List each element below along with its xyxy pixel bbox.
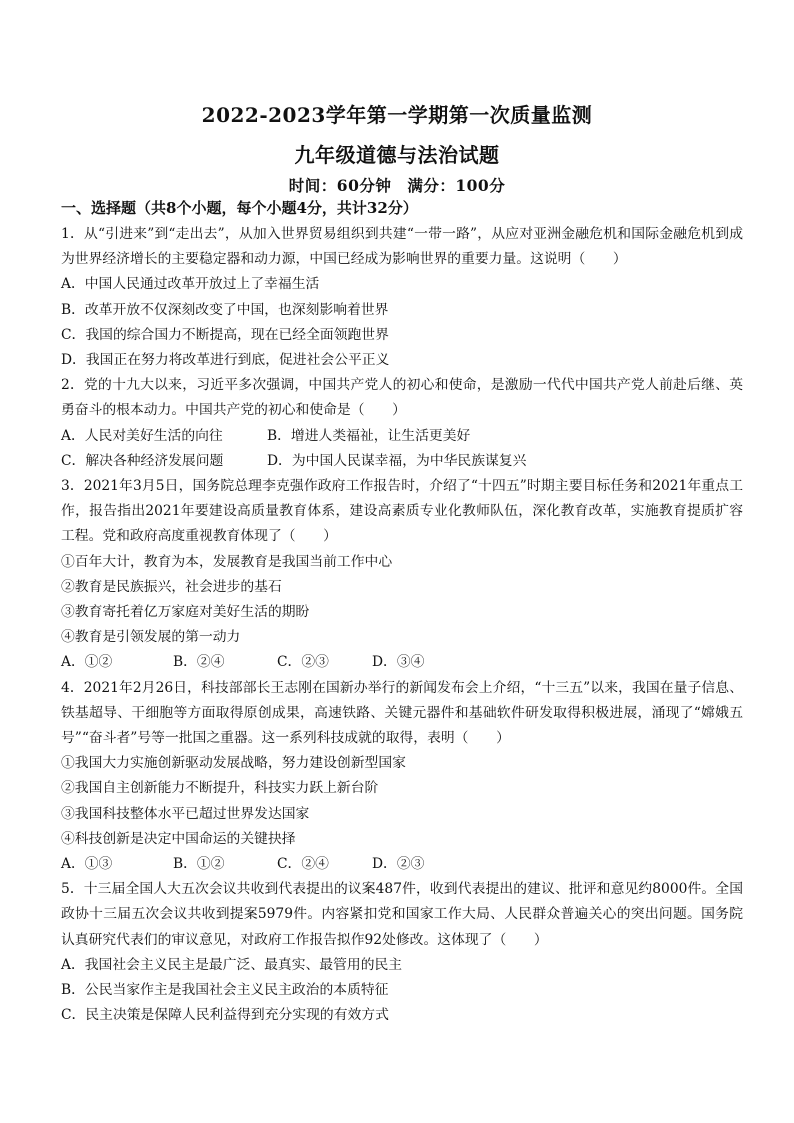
question-5-option-c: C．民主决策是保障人民利益得到充分实现的有效方式: [61, 1007, 389, 1024]
question-2-option-d: D．为中国人民谋幸福，为中华民族谋复兴: [267, 452, 527, 469]
exam-title: 2022-2023学年第一学期第一次质量监测: [201, 103, 593, 127]
question-1-option-c: C．我国的综合国力不断提高，现在已经全面领跑世界: [61, 326, 389, 343]
question-3-statement-4: ④教育是引领发展的第一动力: [61, 629, 241, 646]
question-2-option-b: B．增进人类福祉，让生活更美好: [267, 427, 471, 444]
question-2-options-row-2: [61, 449, 743, 474]
question-4-statement-3: ③我国科技整体水平已超过世界发达国家: [61, 805, 310, 822]
question-4-option-d: D．②③: [372, 856, 425, 873]
question-2: [61, 373, 743, 474]
question-4-statement-1: ①我国大力实施创新驱动发展战略，努力建设创新型国家: [61, 755, 406, 772]
question-4-option-a: A．①③: [61, 856, 113, 873]
question-3-option-b: B．②④: [173, 654, 225, 671]
exam-content: [61, 197, 743, 1029]
question-1-option-b: B．改革开放不仅深刻改变了中国，也深刻影响着世界: [61, 301, 389, 318]
question-3-statement-2: ②教育是民族振兴，社会进步的基石: [61, 578, 282, 595]
exam-subject-title: 九年级道德与法治试题: [294, 143, 500, 167]
exam-time-score: 时间：60分钟 满分：100分: [288, 176, 506, 195]
question-4-statement-2: ②我国自主创新能力不断提升，科技实力跃上新台阶: [61, 780, 379, 797]
question-5-option-b: B．公民当家作主是我国社会主义民主政治的本质特征: [61, 982, 389, 999]
question-2-options-row-1: [61, 424, 743, 449]
question-2-option-a: A．人民对美好生活的向往: [61, 427, 223, 444]
section-heading-choice: 一、选择题（共8个小题，每个小题4分，共计32分）: [61, 199, 418, 217]
question-3-statement-1: ①百年大计，教育为本，发展教育是我国当前工作中心: [61, 553, 393, 570]
question-3-option-d: D．③④: [372, 654, 425, 671]
question-5-stem: 5．十三届全国人大五次会议共收到代表提出的议案487件，收到代表提出的建议、批评和意见约8000件。全国政协十三届五次会议共收到提案5979件。内容紧扣党和国家工作大局、人民群众普遍关心的突出问题。国务院认真研究代表们的审议意见，对政府工作报告拟作92处修改。这体现了（ ）: [61, 881, 743, 948]
question-3: [61, 474, 743, 676]
question-3-stem: 3．2021年3月5日，国务院总理李克强作政府工作报告时，介绍了“十四五”时期主要目标任务和2021年重点工作，报告指出2021年要建设高质量教育体系，建设高素质专业化教师队伍，深化教育改革，实施教育提质扩容工程。党和政府高度重视教育体现了（ ）: [61, 478, 743, 545]
question-4: [61, 676, 743, 878]
question-1-stem: 1．从“引进来”到“走出去”，从加入世界贸易组织到共建“一带一路”，从应对亚洲金融危机和国际金融危机到成为世界经济增长的主要稳定器和动力源，中国已经成为影响世界的重要力量。这说明（ ）: [61, 226, 743, 268]
question-2-option-c: C．解决各种经济发展问题: [61, 452, 224, 469]
question-5-option-a: A．我国社会主义民主是最广泛、最真实、最管用的民主: [61, 956, 403, 973]
question-1: [61, 222, 743, 373]
question-3-options: [61, 650, 743, 675]
question-4-statement-4: ④科技创新是决定中国命运的关键抉择: [61, 830, 296, 847]
question-4-options: [61, 852, 743, 877]
question-4-option-b: B．①②: [173, 856, 225, 873]
question-2-stem: 2．党的十九大以来，习近平多次强调，中国共产党人的初心和使命，是激励一代代中国共产党人前赴后继、英勇奋斗的根本动力。中国共产党的初心和使命是（ ）: [61, 377, 743, 419]
question-5: [61, 877, 743, 1028]
question-3-statement-3: ③教育寄托着亿万家庭对美好生活的期盼: [61, 604, 310, 621]
question-4-option-c: C．②④: [277, 856, 329, 873]
question-3-option-c: C．②③: [277, 654, 329, 671]
question-1-option-a: A．中国人民通过改革开放过上了幸福生活: [61, 276, 320, 293]
question-3-option-a: A．①②: [61, 654, 113, 671]
question-1-option-d: D．我国正在努力将改革进行到底，促进社会公平正义: [61, 352, 390, 369]
question-4-stem: 4．2021年2月26日，科技部部长王志刚在国新办举行的新闻发布会上介绍，“十三五”以来，我国在量子信息、铁基超导、干细胞等方面取得原创成果，高速铁路、关键元器件和基础软件研发取得积极进展，涌现了“嫦娥五号”“奋斗者”号等一批国之重器。这一系列科技成就的取得，表明（ ）: [61, 679, 743, 747]
